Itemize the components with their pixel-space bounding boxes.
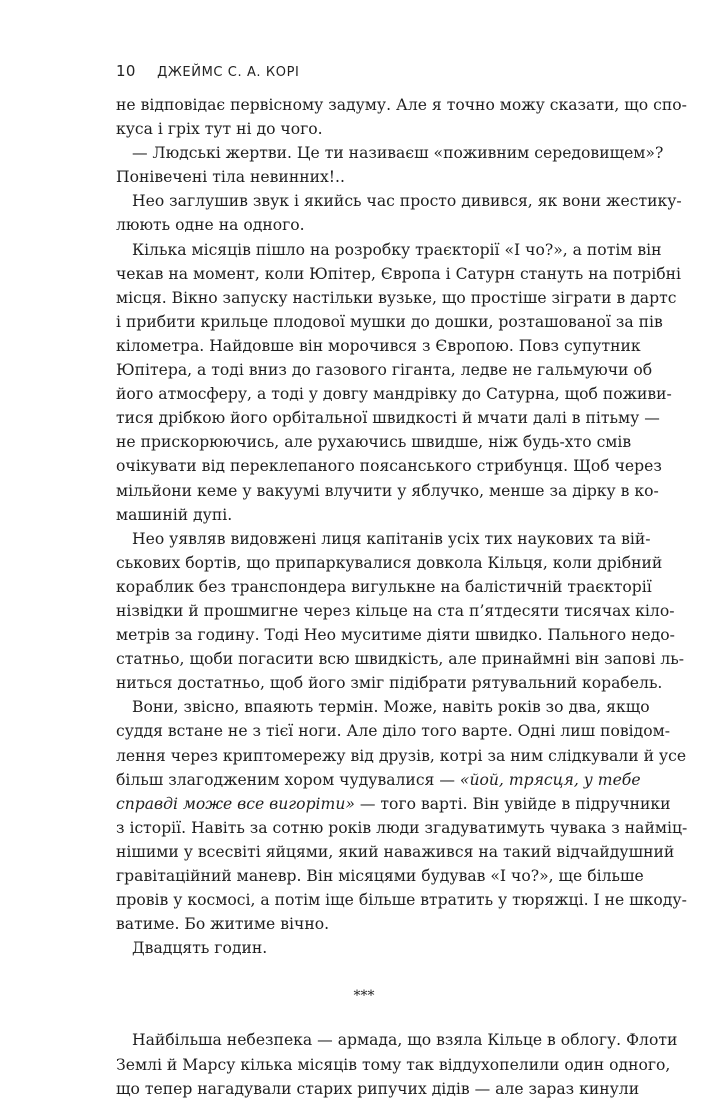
text-segment: більш злагодженим хором чудувалися —	[116, 770, 455, 789]
text-line: місця. Вікно запуску настільки вузьке, що простіше зіграти в дартс	[116, 288, 677, 307]
text-line	[116, 792, 671, 816]
text-line: не прискорюючись, але рухаючись швидше, ніж будь-хто смів	[116, 433, 632, 452]
text-line: Найбільша небезпека — армада, що взяла Кільце в облогу. Флоти	[132, 1031, 678, 1050]
text-line: — Людські жертви. Це ти називаєш «поживним середовищем»?	[132, 144, 664, 163]
text-line: Двадцять годин.	[132, 939, 268, 958]
text-line: що тепер нагадували старих рипучих дідів — але зараз кинули	[116, 1079, 640, 1098]
text-line: очікувати від переклепаного поясанського стрибунця. Щоб через	[116, 457, 662, 476]
spacer	[116, 960, 612, 980]
text-line: Вони, звісно, впаяють термін. Може, навіть років зо два, якщо	[132, 698, 650, 717]
text-line: машиній дупі.	[116, 505, 233, 524]
text-line: суддя встане не з тієї ноги. Але діло того варте. Одні лиш повідом-	[116, 722, 671, 741]
author-name: ДЖЕЙМС С. А. КОРІ	[157, 65, 300, 80]
italic-quote: справді може все вигоріти»	[116, 794, 355, 813]
text-line: гравітаційний маневр. Він місяцями будував «І чо?», ще більше	[116, 867, 644, 885]
text-line: Нео уявляв видовжені лиця капітанів усіх тих наукових та вій-	[132, 529, 651, 548]
text-line: ватиме. Бо житиме вічно.	[116, 915, 330, 934]
text-line: Кілька місяців пішло на розробку траєкторії «І чо?», а потім він	[132, 240, 662, 259]
text-segment: — того варті. Він увійде в підручники	[354, 794, 671, 813]
text-line: Юпітера, а тоді вниз до газового гіганта, ледве не гальмуючи об	[116, 361, 653, 380]
text-line: не відповідає первісному задуму. Але я точно можу сказати, що спо-	[116, 96, 687, 114]
text-line: кілометра. Найдовше він морочився з Європою. Повз супутник	[116, 336, 641, 355]
text-line: ськових бортів, що припаркувалися довкола Кільця, коли дрібний	[116, 553, 663, 572]
text-line: лення через криптомережу від друзів, котрі за ним слідкували й усе	[116, 746, 687, 765]
text-line: і прибити крильце плодової мушки до дошки, розташованої за пів	[116, 312, 663, 331]
text-line: кораблик без транспондера вигулькне на балістичній траєкторії	[116, 577, 652, 596]
text-line: куса і гріх тут ні до чого.	[116, 120, 323, 139]
text-line: статньо, щоби погасити всю швидкість, але принаймні він запові ль-	[116, 650, 685, 669]
body-text	[116, 93, 688, 1101]
text-line: чекав на момент, коли Юпітер, Європа і Сатурн стануть на потрібні	[116, 264, 682, 283]
text-line	[116, 768, 641, 792]
running-head	[116, 62, 299, 80]
text-line: провів у космосі, а потім іще більше втратить у тюряжці. І не шкоду-	[116, 891, 687, 910]
text-line: ниться достатньо, щоб його зміг підібрати рятувальний корабель.	[116, 674, 663, 693]
italic-quote: «йой, трясця, у тебе	[459, 770, 641, 789]
text-line: Понівечені тіла невинних!..	[116, 168, 345, 187]
spacer	[116, 1008, 612, 1028]
text-line: метрів за годину. Тоді Нео муситиме діяти швидко. Пального недо-	[116, 626, 675, 645]
text-line: Землі й Марсу кілька місяців тому так віддухопелили один одного,	[116, 1055, 671, 1074]
text-line: нізвідки й прошмигне через кільце на ста п’ятдесяти тисячах кіло-	[116, 601, 675, 620]
text-line: мільйони кеме у вакуумі влучити у яблучко, менше за дірку в ко-	[116, 481, 659, 500]
text-line: нішими у всесвіті яйцями, який наважився на такий відчайдушний	[116, 842, 675, 861]
text-line: люють одне на одного.	[116, 216, 305, 235]
section-separator: ***	[353, 988, 375, 1005]
text-line: його атмосферу, а тоді у довгу мандрівку до Сатурна, щоб поживи-	[116, 385, 672, 404]
text-line: Нео заглушив звук і якийсь час просто дивився, як вони жестику-	[132, 192, 682, 211]
text-line: з історії. Навіть за сотню років люди згадуватимуть чувака з найміц-	[116, 818, 688, 837]
page-number: 10	[116, 62, 136, 80]
text-line: тися дрібкою його орбітальної швидкості й мчати далі в пітьму —	[116, 409, 660, 428]
